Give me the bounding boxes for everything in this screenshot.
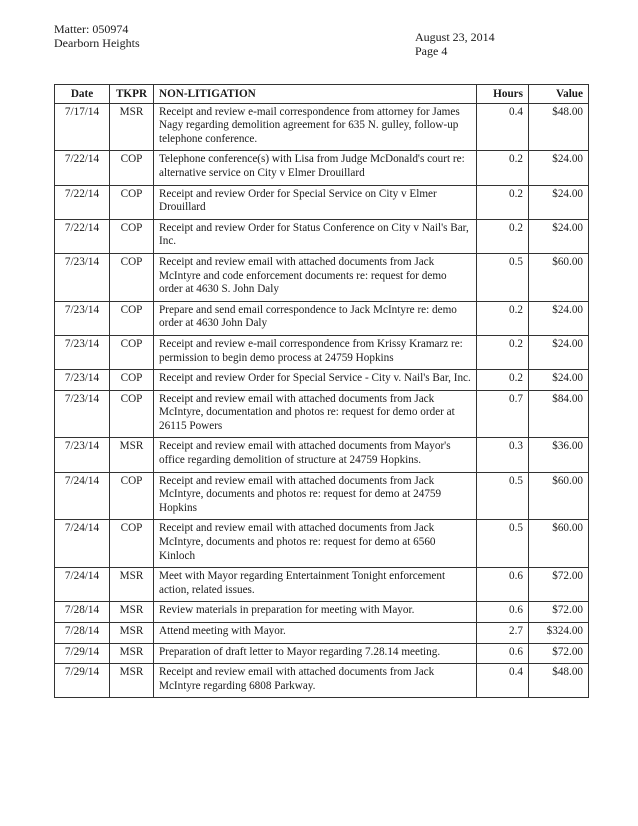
entry-timekeeper: COP [110,253,154,301]
entry-description: Receipt and review email with attached documents from Jack McIntyre, documentation and photos re: request for demo order at 26115 Powers [154,390,477,438]
entry-date: 7/24/14 [55,472,110,520]
entry-hours: 2.7 [477,623,529,644]
entry-date: 7/23/14 [55,390,110,438]
table-row [55,520,589,568]
entry-date: 7/17/14 [55,103,110,151]
entry-hours: 0.2 [477,335,529,369]
column-header-value: Value [529,85,589,104]
entry-value: $24.00 [529,335,589,369]
entry-timekeeper: COP [110,370,154,391]
table-row [55,185,589,219]
statement-date: August 23, 2014 [415,30,495,44]
entry-description: Receipt and review email with attached documents from Jack McIntyre, documents and photos re: request for demo at 24759 Hopkins [154,472,477,520]
entry-value: $24.00 [529,219,589,253]
entry-description: Receipt and review Order for Special Service - City v. Nail's Bar, Inc. [154,370,477,391]
entry-value: $84.00 [529,390,589,438]
table-row [55,103,589,151]
entry-value: $24.00 [529,301,589,335]
entry-description: Receipt and review Order for Special Service on City v Elmer Drouillard [154,185,477,219]
entry-value: $24.00 [529,370,589,391]
entry-value: $324.00 [529,623,589,644]
entry-timekeeper: COP [110,151,154,185]
entry-timekeeper: COP [110,219,154,253]
billing-table [54,84,589,698]
entry-timekeeper: MSR [110,602,154,623]
entry-timekeeper: MSR [110,103,154,151]
entry-date: 7/24/14 [55,568,110,602]
entry-timekeeper: MSR [110,568,154,602]
entry-hours: 0.2 [477,301,529,335]
entry-description: Receipt and review email with attached documents from Jack McIntyre and code enforcement documents re: request for demo order at 4630 S. John Daly [154,253,477,301]
entry-date: 7/23/14 [55,253,110,301]
table-row [55,335,589,369]
matter-header [54,22,140,50]
table-row [55,602,589,623]
entry-timekeeper: COP [110,472,154,520]
column-header-description: NON-LITIGATION [154,85,477,104]
entry-value: $72.00 [529,568,589,602]
table-row [55,370,589,391]
entry-timekeeper: COP [110,390,154,438]
table-row [55,253,589,301]
entry-timekeeper: MSR [110,438,154,472]
entry-hours: 0.2 [477,151,529,185]
entry-description: Receipt and review Order for Status Conference on City v Nail's Bar, Inc. [154,219,477,253]
entry-date: 7/22/14 [55,185,110,219]
entry-date: 7/28/14 [55,623,110,644]
date-page-header [415,30,495,58]
entry-date: 7/23/14 [55,335,110,369]
entry-date: 7/28/14 [55,602,110,623]
entry-hours: 0.5 [477,472,529,520]
entry-hours: 0.3 [477,438,529,472]
page-number: Page 4 [415,44,448,58]
entry-description: Preparation of draft letter to Mayor regarding 7.28.14 meeting. [154,643,477,664]
matter-number: Matter: 050974 [54,22,129,36]
entry-value: $48.00 [529,103,589,151]
column-header-tkpr: TKPR [110,85,154,104]
entry-description: Attend meeting with Mayor. [154,623,477,644]
entry-timekeeper: COP [110,185,154,219]
table-row [55,472,589,520]
entry-hours: 0.5 [477,253,529,301]
entry-hours: 0.4 [477,103,529,151]
entry-description: Meet with Mayor regarding Entertainment Tonight enforcement action, related issues. [154,568,477,602]
entry-timekeeper: COP [110,520,154,568]
table-row [55,438,589,472]
entry-description: Receipt and review email with attached documents from Jack McIntyre, documents and photos re: request for demo at 6560 Kinloch [154,520,477,568]
entry-hours: 0.2 [477,370,529,391]
entry-hours: 0.2 [477,219,529,253]
table-row [55,219,589,253]
entry-timekeeper: COP [110,335,154,369]
table-row [55,151,589,185]
entry-value: $48.00 [529,664,589,698]
entry-description: Receipt and review email with attached documents from Mayor's office regarding demolition of structure at 24759 Hopkins. [154,438,477,472]
entry-description: Review materials in preparation for meeting with Mayor. [154,602,477,623]
entry-hours: 0.6 [477,568,529,602]
entry-value: $60.00 [529,472,589,520]
entry-value: $72.00 [529,602,589,623]
entry-date: 7/23/14 [55,438,110,472]
entry-value: $36.00 [529,438,589,472]
entry-timekeeper: MSR [110,664,154,698]
entry-value: $72.00 [529,643,589,664]
entry-hours: 0.7 [477,390,529,438]
table-header-row [55,85,589,104]
entry-description: Receipt and review e-mail correspondence from attorney for James Nagy regarding demolition agreement for 635 N. gulley, follow-up telephone conference. [154,103,477,151]
entry-date: 7/22/14 [55,219,110,253]
entry-value: $60.00 [529,253,589,301]
entry-hours: 0.5 [477,520,529,568]
entry-date: 7/22/14 [55,151,110,185]
entry-value: $60.00 [529,520,589,568]
entry-timekeeper: MSR [110,623,154,644]
entry-description: Receipt and review e-mail correspondence from Krissy Kramarz re: permission to begin demo process at 24759 Hopkins [154,335,477,369]
entry-description: Prepare and send email correspondence to Jack McIntyre re: demo order at 4630 John Daly [154,301,477,335]
entry-description: Telephone conference(s) with Lisa from Judge McDonald's court re: alternative service on City v Elmer Drouillard [154,151,477,185]
table-row [55,568,589,602]
table-body [55,103,589,698]
column-header-hours: Hours [477,85,529,104]
column-header-date: Date [55,85,110,104]
entry-date: 7/23/14 [55,301,110,335]
entry-value: $24.00 [529,185,589,219]
client-name: Dearborn Heights [54,36,140,50]
entry-hours: 0.6 [477,643,529,664]
entry-hours: 0.2 [477,185,529,219]
entry-timekeeper: MSR [110,643,154,664]
entry-date: 7/24/14 [55,520,110,568]
entry-hours: 0.4 [477,664,529,698]
table-row [55,390,589,438]
entry-date: 7/23/14 [55,370,110,391]
table-row [55,623,589,644]
entry-date: 7/29/14 [55,664,110,698]
table-row [55,643,589,664]
table-row [55,301,589,335]
entry-date: 7/29/14 [55,643,110,664]
entry-value: $24.00 [529,151,589,185]
table-row [55,664,589,698]
entry-description: Receipt and review email with attached documents from Jack McIntyre regarding 6808 Parkway. [154,664,477,698]
entry-hours: 0.6 [477,602,529,623]
entry-timekeeper: COP [110,301,154,335]
